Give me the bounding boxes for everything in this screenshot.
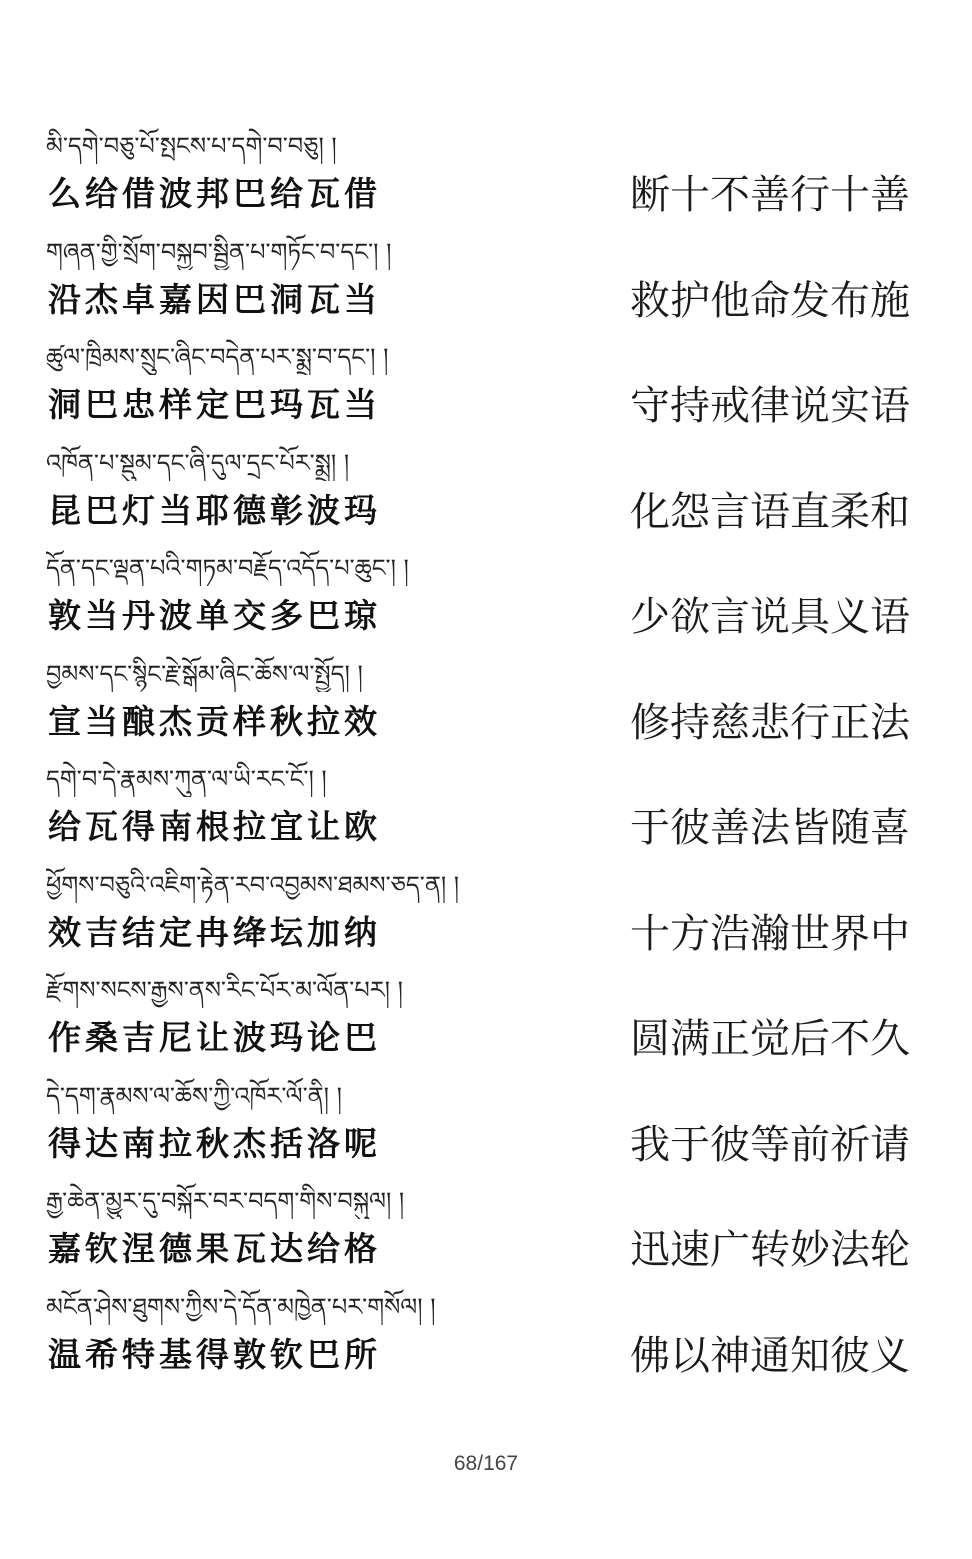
- verse-row: [0, 128, 972, 234]
- tibetan-line: མངོན་ཤེས་ཐུགས་ཀྱིས་དེ་དོན་མཁྱེན་པར་གསོལ། །: [46, 1292, 436, 1321]
- chinese-translation: 于彼善法皆随喜: [630, 805, 910, 851]
- tibetan-line: ཚུལ་ཁྲིམས་སྲུང་ཞིང་བདེན་པར་སྨྲ་བ་དང་། །: [46, 343, 389, 371]
- tibetan-line: རྫོགས་སངས་རྒྱས་ནས་རིང་པོར་མ་ལོན་པར། །: [46, 976, 403, 1004]
- phonetic-line: 得达南拉秋杰括洛呢: [48, 1123, 381, 1163]
- tibetan-line: རྒྱ་ཆེན་མྱུར་དུ་བསྐོར་བར་བདག་གིས་བསྐུལ། །: [46, 1187, 405, 1215]
- page-number: 68/167: [453, 1452, 519, 1475]
- phonetic-line: 么给借波邦巴给瓦借: [48, 174, 381, 213]
- chinese-translation: 我于彼等前祈请: [630, 1121, 910, 1168]
- tibetan-line: བྱམས་དང་སྙིང་རྗེ་སྒོམ་ཞིང་ཆོས་ལ་སྤྱོད། །: [46, 659, 363, 688]
- verse-list: [0, 128, 972, 1394]
- verse-row: [0, 1078, 972, 1184]
- chinese-translation: 守持戒律说实语: [630, 383, 910, 429]
- tibetan-line: དོན་དང་ལྡན་པའི་གཏམ་བརྗོད་འདོད་པ་ཆུང་། །: [46, 554, 409, 582]
- phonetic-line: 温希特基得敦钦巴所: [48, 1334, 381, 1374]
- chinese-translation: 少欲言说具义语: [630, 594, 910, 640]
- chinese-translation: 化怨言语直柔和: [630, 488, 910, 535]
- verse-row: [0, 339, 972, 445]
- phonetic-line: 敦当丹波单交多巴琼: [48, 596, 381, 635]
- verse-row: [0, 656, 972, 762]
- chinese-translation: 迅速广转妙法轮: [630, 1227, 910, 1273]
- phonetic-line: 嘉钦涅德果瓦达给格: [48, 1229, 381, 1268]
- chinese-translation: 救护他命发布施: [630, 277, 910, 324]
- verse-row: [0, 445, 972, 551]
- tibetan-line: དེ་དག་རྣམས་ལ་ཆོས་ཀྱི་འཁོར་ལོ་ནི། །: [46, 1081, 342, 1110]
- chinese-translation: 修持慈悲行正法: [630, 699, 910, 746]
- verse-row: [0, 1289, 972, 1395]
- verse-row: [0, 761, 972, 867]
- phonetic-line: 宣当酿杰贡样秋拉效: [48, 701, 381, 741]
- phonetic-line: 作桑吉尼让波玛论巴: [48, 1018, 381, 1057]
- phonetic-line: 给瓦得南根拉宜让欧: [48, 807, 381, 846]
- phonetic-line: 沿杰卓嘉因巴洞瓦当: [48, 279, 381, 319]
- verse-row: [0, 234, 972, 340]
- verse-row: [0, 1183, 972, 1289]
- verse-row: [0, 867, 972, 973]
- chinese-translation: 十方浩瀚世界中: [630, 910, 910, 957]
- tibetan-line: མི་དགེ་བཅུ་པོ་སྤངས་པ་དགེ་བ་བཅུ། །: [46, 132, 337, 160]
- tibetan-line: གཞན་གྱི་སྲོག་བསྐྱབ་སྦྱིན་པ་གཏོང་བ་དང་། །: [46, 237, 392, 266]
- verse-row: [0, 972, 972, 1078]
- phonetic-line: 效吉结定冉绛坛加纳: [48, 912, 381, 952]
- verse-row: [0, 550, 972, 656]
- tibetan-line: འཁོན་པ་སྡུམ་དང་ཞི་དུལ་དྲང་པོར་སྨྲ། །: [46, 448, 350, 477]
- tibetan-line: དགེ་བ་དེ་རྣམས་ཀུན་ལ་ཡི་རང་ངོ་། །: [46, 765, 327, 793]
- tibetan-line: ཕྱོགས་བཅུའི་འཇིག་རྟེན་རབ་འབྱམས་ཐམས་ཅད་ན། །: [46, 870, 460, 899]
- chinese-translation: 圆满正觉后不久: [630, 1016, 910, 1062]
- phonetic-line: 昆巴灯当耶德彰波玛: [48, 490, 381, 530]
- chinese-translation: 佛以神通知彼义: [630, 1332, 910, 1379]
- chinese-translation: 断十不善行十善: [630, 172, 910, 218]
- phonetic-line: 洞巴忠样定巴玛瓦当: [48, 385, 381, 424]
